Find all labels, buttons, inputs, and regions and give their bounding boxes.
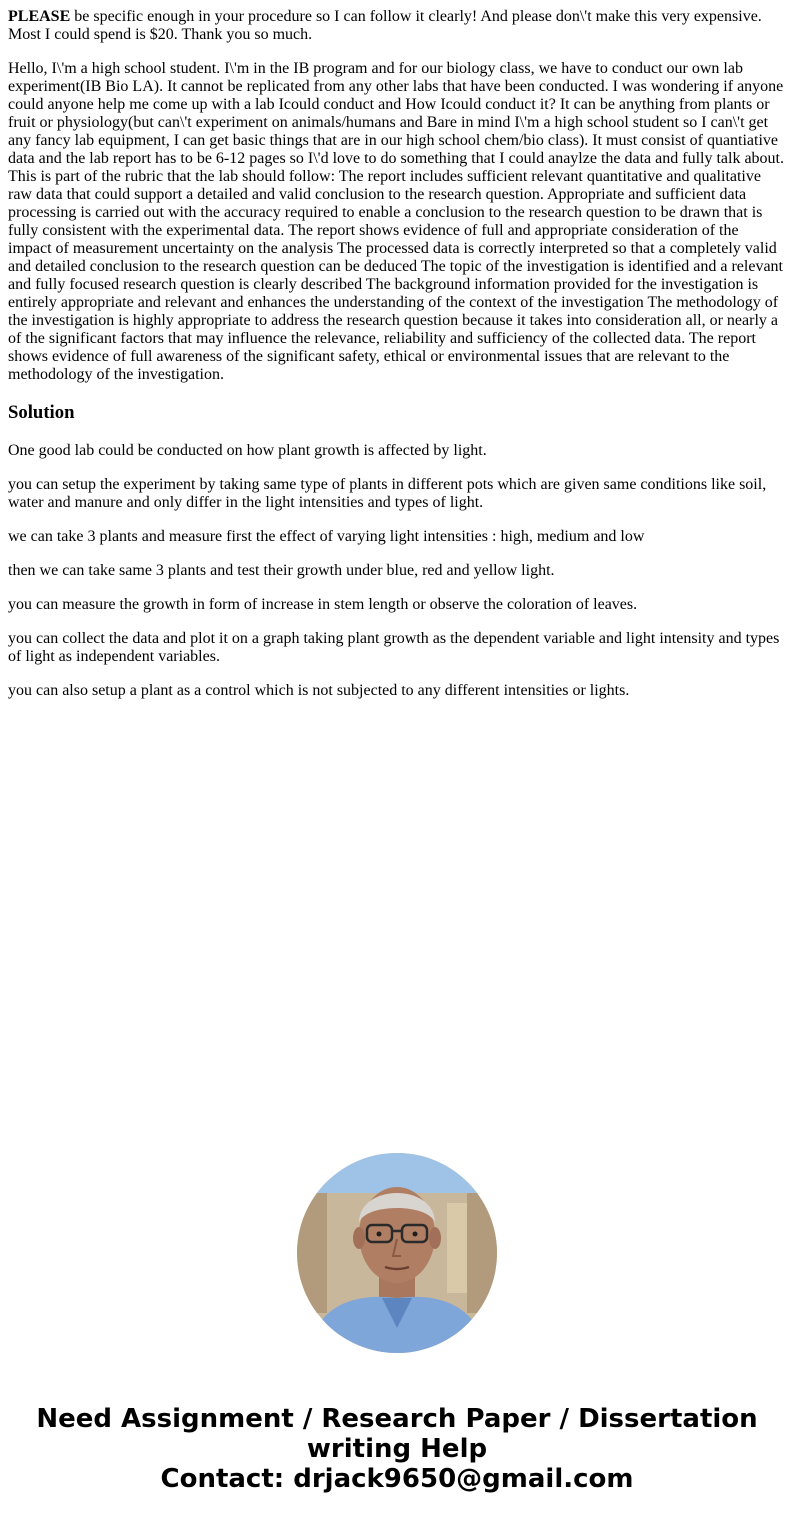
solution-paragraph: then we can take same 3 plants and test their growth under blue, red and yellow light. [8,562,555,579]
contact-email: Contact: drjack9650@gmail.com [160,1464,634,1494]
solution-paragraph: we can take 3 plants and measure first the effect of varying light intensities : high, medium and low [8,528,645,545]
solution-paragraph: you can measure the growth in form of increase in stem length or observe the coloration of leaves. [8,596,638,613]
solution-paragraph: you can also setup a plant as a control which is not subjected to any different intensities or lights. [8,682,630,699]
solution-heading: Solution [8,402,75,423]
contact-banner [0,1404,794,1494]
question-lead-bold: PLEASE [8,8,71,25]
banner-line-1: Need Assignment / Research Paper / Dissertation [36,1404,758,1434]
solution-paragraph: you can setup the experiment by taking same type of plants in different pots which are given same conditions like soil, water and manure and only differ in the light intensities and types of light. [8,476,767,511]
page-content [0,0,794,700]
question-lead-text: be specific enough in your procedure so I can follow it clearly! And please don\'t make this very expensive. Most I could spend is $20. Thank you so much. [8,8,762,43]
question-intro [8,8,786,44]
author-avatar [297,1153,497,1353]
question-body: Hello, I\'m a high school student. I\'m in the IB program and for our biology class, we have to conduct our own lab experiment(IB Bio LA). It cannot be replicated from any other labs that have been conducted. I was wondering if anyone could anyone help me come up with a lab Icould conduct and How Icould conduct it? It can be anything from plants or fruit or physiology(but can\'t experiment on animals/humans and Bare in mind I\'m a high school student so I can\'t get any fancy lab equipment, I can get basic things that are in our high school chem/bio class). It must consist of quantiative data and the lab report has to be 6-12 pages so I\'d love to do something that I could anaylze the data and fully talk about. This is part of the rubric that the lab should follow: The report includes sufficient relevant quantitative and qualitative raw data that could support a detailed and valid conclusion to the research question. Appropriate and sufficient data processing is carried out with the accuracy required to enable a conclusion to the research question to be drawn that is fully consistent with the experimental data. The report shows evidence of full and appropriate consideration of the impact of measurement uncertainty on the analysis The processed data is correctly interpreted so that a completely valid and detailed conclusion to the research question can be deduced The topic of the investigation is identified and a relevant and fully focused research question is clearly described The background information provided for the investigation is entirely appropriate and relevant and enhances the understanding of the context of the investigation The methodology of the investigation is highly appropriate to address the research question because it takes into consideration all, or nearly a of the significant factors that may influence the relevance, reliability and sufficiency of the collected data. The report shows evidence of full awareness of the significant safety, ethical or environmental issues that are relevant to the methodology of the investigation. [8,60,784,383]
solution-paragraph: you can collect the data and plot it on a graph taking plant growth as the dependent variable and light intensity and types of light as independent variables. [8,630,780,665]
author-portrait-icon [297,1153,497,1353]
banner-line-2: writing Help [306,1434,488,1464]
solution-paragraph: One good lab could be conducted on how plant growth is affected by light. [8,442,487,459]
